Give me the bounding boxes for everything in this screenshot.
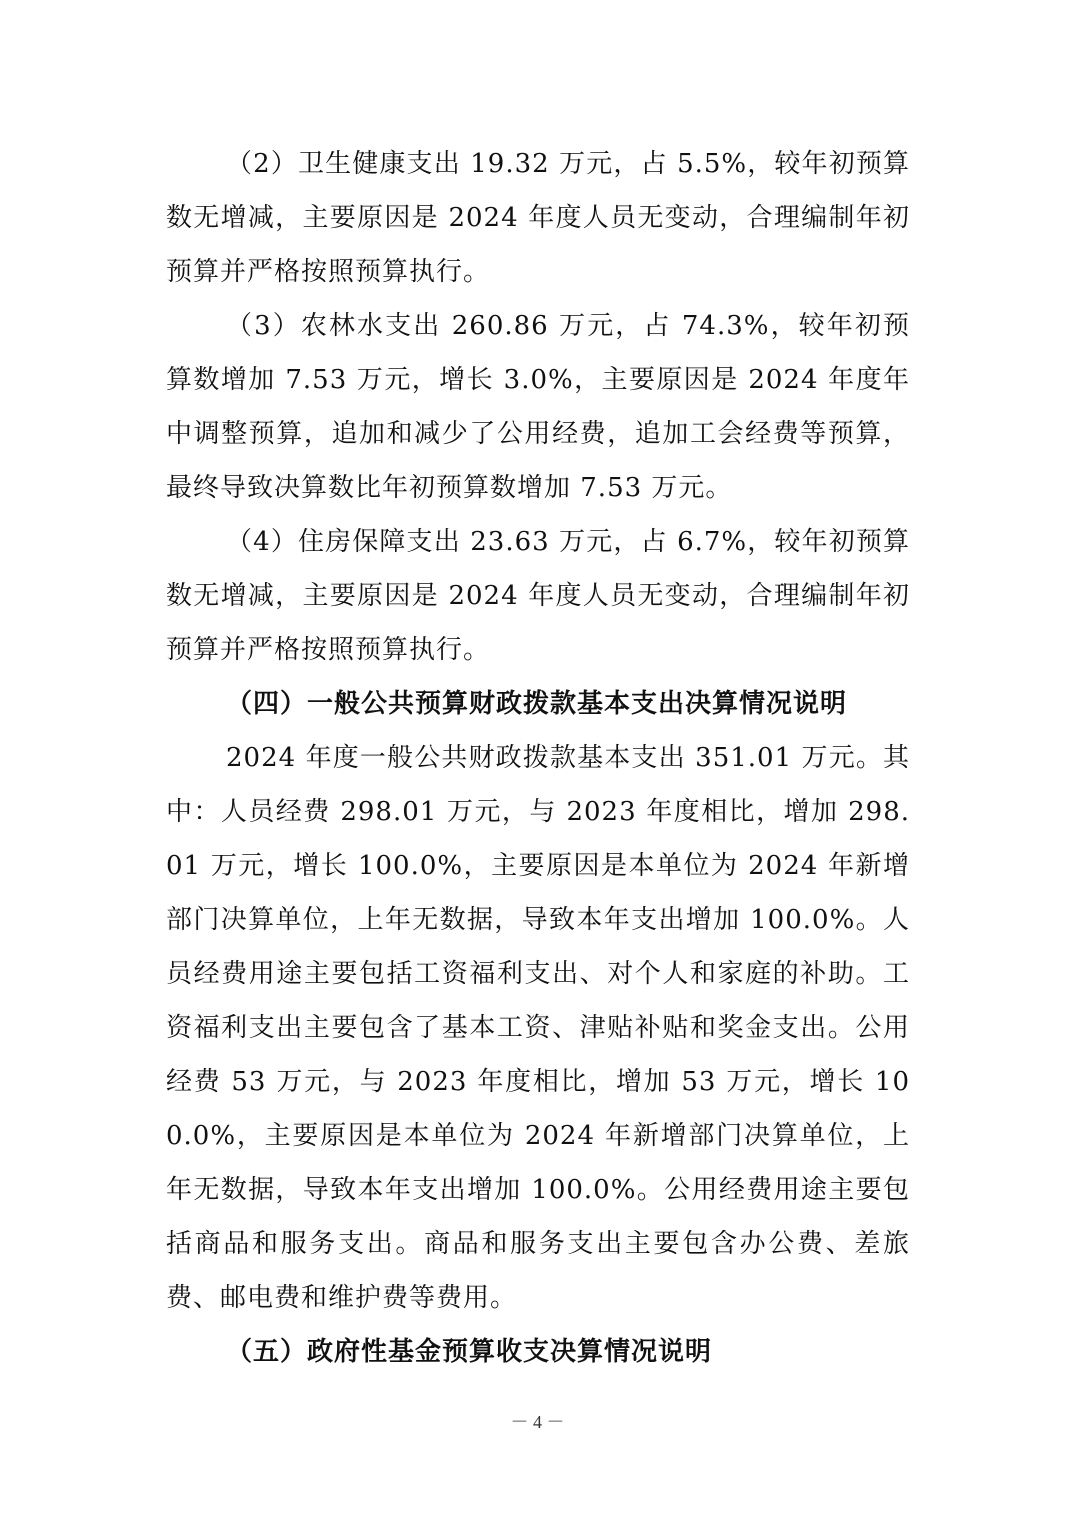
document-body: [166, 137, 910, 1379]
section-heading-government-fund: （五）政府性基金预算收支决算情况说明: [226, 1337, 713, 1367]
paragraph-basic-expenditure: 2024 年度一般公共财政拨款基本支出 351.01 万元。其中：人员经费 298.01 万元，与 2023 年度相比，增加 298.01 万元，增长 100.0%，主要原因是本单位为 2024 年新增部门决算单位，上年无数据，导致本年支出增加 100.0%。人员经费用途主要包括工资福利支出、对个人和家庭的补助。工资福利支出主要包含了基本工资、津贴补贴和奖金支出。公用经费 53 万元，与 2023 年度相比，增加 53 万元，增长 100.0%，主要原因是本单位为 2024 年新增部门决算单位，上年无数据，导致本年支出增加 100.0%。公用经费用途主要包括商品和服务支出。商品和服务支出主要包含办公费、差旅费、邮电费和维护费等费用。: [166, 743, 910, 1313]
paragraph-agriculture-expenditure: （3）农林水支出 260.86 万元，占 74.3%，较年初预算数增加 7.53 万元，增长 3.0%，主要原因是 2024 年度年中调整预算，追加和减少了公用经费，追加工会经费等预算，最终导致决算数比年初预算数增加 7.53 万元。: [166, 311, 910, 503]
paragraph-health-expenditure: （2）卫生健康支出 19.32 万元，占 5.5%，较年初预算数无增减，主要原因是 2024 年度人员无变动，合理编制年初预算并严格按照预算执行。: [166, 149, 910, 287]
page-number: － 4 －: [510, 1412, 565, 1432]
paragraph-housing-expenditure: （4）住房保障支出 23.63 万元，占 6.7%，较年初预算数无增减，主要原因是 2024 年度人员无变动，合理编制年初预算并严格按照预算执行。: [166, 527, 910, 665]
section-heading-basic-expenditure: （四）一般公共预算财政拨款基本支出决算情况说明: [226, 689, 848, 719]
